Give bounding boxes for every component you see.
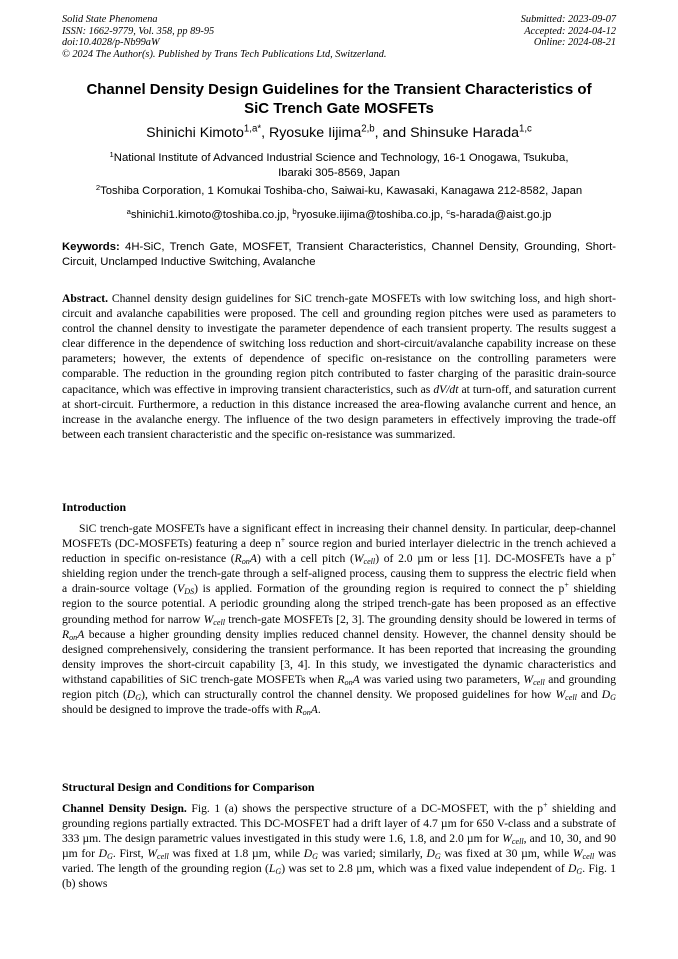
intro-sub: on	[69, 632, 78, 642]
structural-paragraph	[62, 801, 616, 892]
email-b-marker: b	[292, 206, 297, 216]
intro-sub: G	[610, 693, 616, 703]
struct-var: W	[502, 832, 512, 846]
author-1: Shinichi Kimoto	[146, 125, 244, 141]
intro-var: V	[177, 582, 185, 596]
author-2-marker: 2,b	[361, 123, 375, 135]
struct-var: D	[303, 847, 313, 861]
intro-sup: +	[280, 535, 286, 545]
affiliation-2-text: Toshiba Corporation, 1 Komukai Toshiba-cho, Saiwai-ku, Kawasaki, Kanagawa 212-8582, Japan	[100, 185, 583, 197]
author-3-marker: 1,c	[518, 123, 532, 135]
intro-sup: +	[611, 550, 616, 560]
abstract-text-2: at turn-off, and saturation current at short-circuit. Furthermore, a reduction in this distance increased the area-flowing avalanche current and hence, an increase in the avalanche energy. The influence of the two design parameters in effectively improving the trade-off between each transient characteristic and the specific on-resistance was summarized.	[62, 382, 617, 441]
keywords-text: 4H-SiC, Trench Gate, MOSFET, Transient Characteristics, Channel Density, Grounding, Short-Circuit, Unclamped Inductive Switching, Avalanche	[62, 241, 617, 268]
intro-text: source region and buried interlayer dielectric in the trench achieved a reduction in specific on-resistance (	[62, 537, 616, 566]
intro-var: R	[295, 703, 303, 717]
issn: ISSN: 1662-9779, Vol. 358, pp 89-95	[62, 25, 215, 37]
struct-text: . First,	[112, 847, 148, 861]
email-a[interactable]: shinichi1.kimoto@toshiba.co.jp,	[130, 209, 293, 221]
subsection-label: Channel Density Design.	[62, 802, 187, 815]
affiliation-2	[40, 184, 638, 199]
keywords-label: Keywords:	[62, 241, 120, 253]
introduction-paragraph	[62, 521, 616, 717]
title-line-1: Channel Density Design Guidelines for the Transient Characteristics of	[86, 81, 592, 98]
intro-sub: G	[135, 693, 142, 703]
affiliation-2-marker: 2	[95, 182, 101, 192]
struct-text: Fig. 1 (a) shows the perspective structure of a DC-MOSFET, with the p	[186, 802, 544, 815]
struct-sub: G	[576, 867, 583, 877]
abstract-text-1: Channel density design guidelines for SiC trench-gate MOSFETs with low switching loss, and high short-circuit and avalanche capabilities were proposed. The cell and grounding region pitches were used as parameters to control the channel density to investigate the parameter dependence of each transient property. The results suggest a clear difference in the dependence of switching loss reduction and short-circuit/avalanche capability increase on these parameters; however, the extents of dependence of specific on-resistance on the controlling parameters were comparable. The reduction in the grounding region pitch contributed to faster charging of the parasitic drain-source capacitance, which was effective in improving transient characteristics, such as	[62, 292, 617, 396]
struct-text: was varied. The length of the grounding region (	[62, 847, 616, 876]
struct-var: W	[147, 847, 158, 861]
email-b[interactable]: ryosuke.iijima@toshiba.co.jp,	[296, 209, 447, 221]
email-c[interactable]: s-harada@aist.go.jp	[450, 209, 552, 221]
intro-text: and	[576, 688, 602, 702]
intro-var: R	[62, 627, 70, 641]
intro-sub: cell	[533, 677, 545, 687]
struct-sub: cell	[582, 852, 595, 862]
intro-var: D	[601, 688, 611, 702]
intro-text: ) of 2.0 µm or less [1]. DC-MOSFETs have a p	[375, 552, 612, 566]
affiliation-1-line-1: National Institute of Advanced Industrial Science and Technology, 16-1 Onogawa, Tsukuba,	[113, 152, 569, 164]
authors: Shinichi Kimoto$^{1,a*}$, Ryosuke Iijima$^{2,b}$, and Shinsuke Harada$^{1,c}$	[146, 123, 532, 141]
submitted-date: Submitted: 2023-09-07	[520, 14, 616, 25]
affiliation-1	[40, 151, 638, 181]
intro-text: ), which can structurally control the channel density. We proposed guidelines for how	[141, 688, 556, 702]
author-emails	[40, 208, 638, 223]
abstract-label: Abstract.	[62, 292, 109, 305]
intro-text: .	[317, 703, 321, 717]
struct-text: shielding and grounding regions partially extracted. This DC-MOSFET had a drift layer of 4.7 µm for 650 V-class and a substrate of 333 µm. The design parametric values investigated in this study were 1.6, 1.8, and 2.0 µm for	[62, 802, 616, 846]
struct-sub: G	[434, 852, 441, 862]
paper-title	[40, 80, 638, 118]
struct-text: , and 10, 30, and 90 µm for	[62, 832, 616, 861]
journal-info	[62, 14, 386, 60]
email-a-marker: a	[126, 206, 131, 216]
intro-var: W	[555, 688, 566, 702]
intro-var: W	[203, 612, 214, 626]
struct-var: L	[268, 862, 276, 876]
intro-var: R	[337, 672, 345, 686]
intro-text: and grounding region pitch (	[62, 672, 616, 702]
intro-sub: on	[241, 557, 250, 567]
struct-sub: G	[107, 852, 113, 862]
intro-sub: on	[302, 708, 311, 718]
struct-sub: cell	[157, 852, 169, 862]
intro-var: A	[352, 672, 360, 686]
author-3: Shinsuke Harada	[410, 125, 519, 141]
author-2: Ryosuke Iijima	[268, 125, 362, 141]
doi: doi:10.4028/p-Nb99aW	[62, 37, 160, 49]
intro-text: should be designed to improve the trade-offs with	[62, 703, 296, 717]
intro-sup: +	[564, 581, 569, 591]
struct-text: was varied; similarly,	[318, 847, 427, 861]
struct-text: was fixed at 1.8 µm, while	[168, 847, 304, 861]
abstract-dvdt: dV/dt	[433, 382, 459, 396]
section-heading-introduction: Introduction	[62, 500, 127, 514]
struct-var: W	[572, 847, 583, 861]
intro-var: W	[523, 672, 534, 686]
intro-var: W	[353, 552, 364, 566]
struct-text: ) was set to 2.8 µm, which was a fixed value independent of	[281, 862, 569, 876]
intro-sub: cell	[565, 693, 577, 703]
title-line-2: SiC Trench Gate MOSFETs	[244, 100, 434, 117]
intro-var: A	[249, 552, 257, 566]
author-1-marker: 1,a*	[243, 123, 262, 135]
intro-text: SiC trench-gate MOSFETs have a significant effect in increasing their channel density. In particular, deep-channel MOSFETs (DC-MOSFETs) featuring a deep n	[62, 522, 616, 551]
accepted-date: Accepted: 2024-04-12	[524, 25, 616, 37]
dates	[521, 14, 616, 49]
intro-text: shielding region under the trench-gate through a self-aligned process, causing them to suppress the electric field when a drain-source voltage (	[62, 567, 616, 596]
struct-sub: cell	[511, 837, 524, 847]
section-heading-structural-design: Structural Design and Conditions for Comparison	[62, 780, 315, 794]
affiliation-1-line-2: Ibaraki 305-8569, Japan	[278, 167, 400, 179]
struct-var: D	[98, 847, 108, 861]
intro-var: A	[310, 703, 318, 717]
intro-sub: cell	[363, 557, 376, 567]
intro-var: D	[126, 688, 136, 702]
struct-sup: +	[543, 800, 548, 810]
intro-var: A	[77, 627, 85, 641]
keywords	[62, 240, 616, 270]
intro-var: R	[234, 552, 242, 566]
intro-text: because a higher grounding density implies reduced channel density. However, the channel density should be designed comprehensively, considering the transient performance. It has been reported that increasing the grounding density improves the short-circuit capability [3, 4]. In this study, we investigated the dynamic characteristics and withstand capabilities of SiC trench-gate MOSFETs when	[62, 627, 616, 686]
intro-sub: DS	[184, 587, 195, 597]
affiliation-1-marker: 1	[109, 149, 114, 159]
intro-sub: cell	[213, 617, 226, 627]
intro-text: ) with a cell pitch (	[256, 552, 354, 566]
struct-sub: G	[275, 867, 282, 877]
intro-text: trench-gate MOSFETs [2, 3]. The grounding density should be lowered in terms of	[225, 612, 616, 626]
struct-sub: G	[312, 852, 319, 862]
intro-sub: on	[344, 677, 353, 687]
abstract	[62, 291, 616, 442]
copyright: © 2024 The Author(s). Published by Trans Tech Publications Ltd, Switzerland.	[62, 48, 387, 60]
struct-var: D	[426, 847, 435, 861]
author-conjunction: , and	[374, 125, 407, 141]
intro-text: ) is applied. Formation of the grounding region is required to connect the p	[194, 582, 565, 596]
intro-text: shielding region to the source potential. A periodic grounding along the striped trench-gate has been proposed as an effective grounding method for narrow	[62, 582, 616, 626]
intro-text: was varied using two parameters,	[359, 672, 524, 686]
struct-var: D	[568, 862, 577, 876]
struct-text: was fixed at 30 µm, while	[440, 847, 573, 861]
struct-text: . Fig. 1 (b) shows	[62, 862, 616, 891]
journal-name: Solid State Phenomena	[62, 14, 158, 25]
online-date: Online: 2024-08-21	[533, 37, 616, 49]
email-c-marker: c	[446, 206, 451, 216]
